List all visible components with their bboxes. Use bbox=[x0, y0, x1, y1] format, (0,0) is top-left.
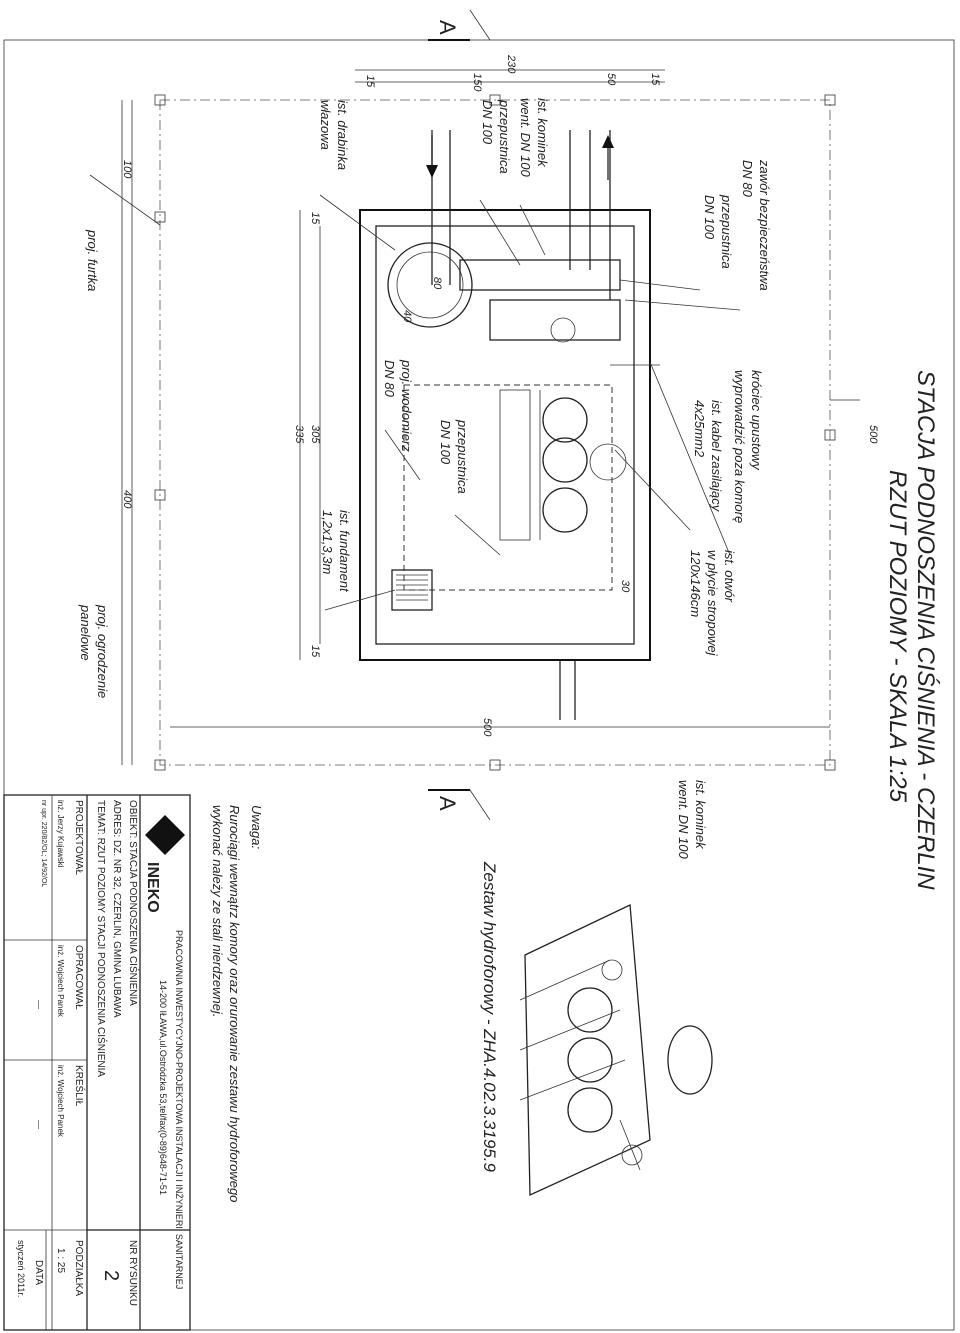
dim-top-15a: 15 bbox=[364, 75, 376, 88]
kreslil-name: inż. Wojciech Panek bbox=[56, 1065, 65, 1137]
projektowal-label: PROJEKTOWAŁ bbox=[73, 800, 84, 876]
label-zawor-2: DN 80 bbox=[740, 160, 755, 197]
dim-top-total: 230 bbox=[505, 55, 517, 74]
data-label: DATA bbox=[33, 1260, 44, 1286]
section-mark-top bbox=[428, 10, 490, 40]
dim-40: 40 bbox=[401, 310, 413, 323]
opracowal-signature: __ bbox=[38, 1000, 47, 1009]
dim-height-335: 335 bbox=[293, 425, 305, 444]
label-otwor-1: ist. otwór bbox=[722, 550, 737, 603]
label-kominek-top-1: ist. kominek bbox=[535, 98, 550, 167]
label-ogrodzenie-2: panelowe bbox=[78, 605, 93, 661]
label-kominek-bottom-1: ist. kominek bbox=[693, 780, 708, 849]
title-line-1: STACJA PODNOSZENIA CIŚNIENIA - CZERLIN bbox=[912, 370, 939, 890]
label-przepustnica-left-1: przepustnica bbox=[497, 100, 512, 174]
label-kominek-top-2: went. DN 100 bbox=[518, 98, 533, 177]
kreslil-label: KREŚLIŁ bbox=[73, 1065, 84, 1107]
pump-1 bbox=[543, 398, 587, 442]
label-przepustnica-mid-2: DN 100 bbox=[438, 420, 453, 465]
nr-rysunku-label: NR RYSUNKU bbox=[127, 1240, 138, 1306]
company-line-1: PRACOWNIA INWESTYCYJNO-PROJEKTOWA INSTALACJI I INŻYNIERII SANITARNEJ bbox=[174, 930, 184, 1290]
note-line-2: wykonać należy ze stali nierdzewnej. bbox=[210, 805, 225, 1018]
hydrofor-label: Zestaw hydroforowy - ZHA.4.02.3.3195.9 bbox=[480, 862, 499, 1172]
label-wodomierz-1: proj. wodomierz bbox=[399, 360, 414, 452]
dim-top-15b: 15 bbox=[649, 73, 661, 86]
data-value: styczeń 2011r. bbox=[16, 1240, 26, 1298]
kreslil-signature: __ bbox=[38, 1120, 47, 1129]
dim-top-150: 150 bbox=[471, 73, 483, 92]
opracowal-label: OPRACOWAŁ bbox=[73, 945, 84, 1010]
dim-top-50: 50 bbox=[605, 73, 617, 86]
label-drabinka-1: ist. drabinka bbox=[335, 100, 350, 171]
svg-text:A: A bbox=[435, 20, 460, 35]
opracowal-name: inż. Wojciech Panek bbox=[56, 945, 65, 1017]
logo-mark bbox=[145, 815, 185, 855]
label-furtka: proj. furtka bbox=[85, 230, 100, 292]
dim-left-100: 100 bbox=[121, 160, 133, 179]
dim-bottom-500: 500 bbox=[481, 718, 493, 737]
hydrofor-sketch bbox=[520, 905, 712, 1195]
label-otwor-3: 120x146cm bbox=[688, 550, 703, 618]
label-wodomierz-2: DN 80 bbox=[382, 360, 397, 397]
tank bbox=[590, 444, 626, 480]
note-line-1: Rurociągi wewnątrz komory oraz orurowanie zestawu hydroforowego bbox=[227, 805, 242, 1203]
svg-text:A: A bbox=[435, 796, 460, 811]
label-krociec-2: wyprowadzić poza komorę bbox=[732, 370, 747, 524]
label-drabinka-2: włazowa bbox=[318, 100, 333, 150]
label-przepustnica-top-1: przepustnica bbox=[719, 195, 734, 269]
company-line-2: 14-200 IŁAWA,ul.Ostródzka 53,tel/fax(0-89)648-71-51 bbox=[158, 980, 168, 1195]
roof-opening bbox=[404, 385, 612, 590]
label-fundament-1: ist. fundament bbox=[337, 510, 352, 592]
sheet-border bbox=[4, 40, 954, 1330]
projektowal-name: inż. Jerzy Kujawski bbox=[56, 800, 65, 868]
podzialka-label: PODZIAŁKA bbox=[73, 1240, 84, 1297]
label-ogrodzenie-1: proj. ogrodzenie bbox=[95, 605, 110, 699]
pump-3 bbox=[543, 488, 587, 532]
dim-height-15a: 15 bbox=[309, 212, 321, 225]
dim-right-500: 500 bbox=[867, 425, 879, 444]
label-przepustnica-left-2: DN 100 bbox=[480, 100, 495, 145]
dim-height-305: 305 bbox=[309, 425, 321, 444]
label-przepustnica-top-2: DN 100 bbox=[702, 195, 717, 240]
pump-2 bbox=[543, 438, 587, 482]
obiekt-text: OBIEKT: STACJA PODNOSZENIA CIŚNIENIA bbox=[127, 800, 138, 1006]
podzialka-value: 1 : 25 bbox=[55, 1248, 66, 1274]
label-przepustnica-mid-1: przepustnica bbox=[455, 420, 470, 494]
label-kabel-1: ist. kabel zasilający bbox=[709, 400, 724, 512]
section-mark-bottom bbox=[428, 790, 490, 820]
temat-text: TEMAT: RZUT POZIOMY STACJI PODNOSZENIA CIŚNIENIA bbox=[95, 800, 106, 1078]
title-line-2: RZUT POZIOMY - SKALA 1:25 bbox=[884, 470, 911, 803]
label-kabel-2: 4x25mm2 bbox=[692, 400, 707, 458]
label-kominek-bottom-2: went. DN 100 bbox=[676, 780, 691, 859]
logo-text: INEKO bbox=[144, 862, 161, 913]
dim-30: 30 bbox=[619, 580, 631, 593]
dim-height-15b: 15 bbox=[309, 645, 321, 658]
projektowal-upr: nr upr. 220/82/OL; 14/92/OL bbox=[40, 800, 47, 888]
nr-rysunku-value: 2 bbox=[100, 1270, 122, 1282]
adres-text: ADRES: DZ. NR 32, CZERLIN, GMINA LUBAWA bbox=[111, 800, 122, 1018]
label-fundament-2: 1,2x1,3,3m bbox=[320, 510, 335, 575]
note-heading: Uwaga: bbox=[249, 805, 264, 850]
label-zawor-1: zawór bezpieczeństwa bbox=[757, 160, 772, 291]
dim-80: 80 bbox=[431, 277, 443, 290]
label-krociec-1: króciec upustowy bbox=[749, 370, 764, 470]
dim-left-400: 400 bbox=[121, 490, 133, 509]
label-otwor-2: w płycie stropowej bbox=[705, 550, 720, 656]
